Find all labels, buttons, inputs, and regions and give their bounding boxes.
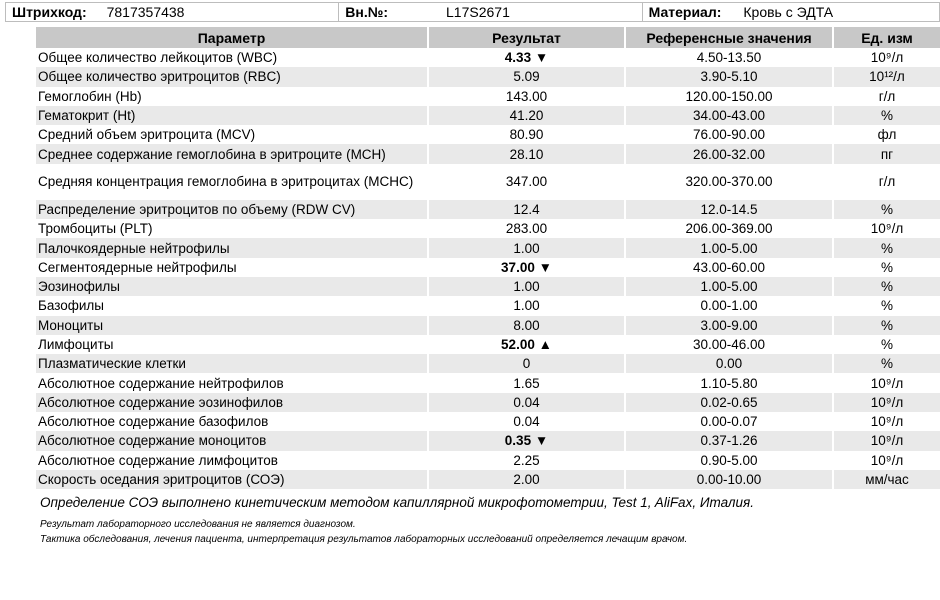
result-cell: 1.00: [428, 238, 625, 257]
reference-cell: 0.00: [625, 354, 833, 373]
unit-cell: г/л: [833, 87, 940, 106]
parameter-cell: Абсолютное содержание нейтрофилов: [38, 375, 284, 391]
parameter-cell: Скорость оседания эритроцитов (СОЭ): [36, 470, 428, 489]
parameter-cell: Распределение эритроцитов по объему (RDW CV): [36, 200, 428, 219]
result-cell: 2.00: [428, 470, 625, 489]
unit-cell: 10⁹/л: [833, 48, 940, 67]
reference-cell: 1.00-5.00: [625, 277, 833, 296]
parameter-cell: Гемоглобин (Hb): [38, 88, 142, 104]
reference-cell: 0.37-1.26: [625, 431, 833, 450]
table-row: [36, 373, 940, 392]
result-cell: 52.00 ▲: [428, 335, 625, 354]
barcode-cell: [6, 3, 339, 21]
reference-cell: 30.00-46.00: [625, 335, 833, 354]
table-row: [36, 316, 940, 335]
table-row: [36, 67, 940, 86]
inner-number-value: L17S2671: [446, 4, 510, 20]
table-row: [36, 354, 940, 373]
parameter-cell: Среднее содержание гемоглобина в эритроците (MCH): [36, 144, 428, 163]
unit-cell: мм/час: [833, 470, 940, 489]
disclaimer-physician: Тактика обследования, лечения пациента, интерпретация результатов лабораторных исследований определяется лечащим врачом.: [40, 534, 688, 545]
unit-cell: 10⁹/л: [833, 393, 940, 412]
reference-cell: 0.00-1.00: [625, 296, 833, 315]
unit-cell: %: [833, 106, 940, 125]
sample-header: [5, 2, 940, 22]
unit-cell: фл: [833, 125, 940, 144]
barcode-value: 7817357438: [106, 4, 185, 20]
unit-cell: %: [833, 354, 940, 373]
unit-cell: %: [833, 277, 940, 296]
parameter-cell: Абсолютное содержание лимфоцитов: [38, 452, 278, 468]
parameter-cell: Общее количество лейкоцитов (WBC): [38, 50, 278, 66]
unit-cell: %: [833, 258, 940, 277]
unit-cell: %: [833, 296, 940, 315]
results-body: [36, 48, 940, 489]
disclaimer-diagnosis: Результат лабораторного исследования не является диагнозом.: [40, 519, 356, 530]
reference-cell: 34.00-43.00: [625, 106, 833, 125]
table-row: [36, 219, 940, 238]
reference-cell: 0.02-0.65: [625, 393, 833, 412]
unit-cell: пг: [833, 144, 940, 163]
inner-number-cell: [339, 3, 642, 21]
table-row: [36, 277, 940, 296]
table-row: [36, 238, 940, 257]
result-cell: 143.00: [428, 87, 625, 106]
unit-cell: %: [833, 335, 940, 354]
column-header-result: Результат: [428, 27, 625, 48]
unit-cell: %: [833, 238, 940, 257]
reference-cell: 76.00-90.00: [625, 125, 833, 144]
result-cell: 283.00: [428, 219, 625, 238]
reference-cell: 4.50-13.50: [625, 48, 833, 67]
parameter-cell: Базофилы: [38, 298, 104, 314]
unit-cell: 10⁹/л: [833, 373, 940, 392]
reference-cell: 26.00-32.00: [625, 144, 833, 163]
parameter-cell: Сегментоядерные нейтрофилы: [38, 259, 237, 275]
reference-cell: 1.10-5.80: [625, 373, 833, 392]
column-header-parameter: Параметр: [36, 27, 428, 48]
unit-cell: 10⁹/л: [833, 219, 940, 238]
barcode-label: Штрихкод:: [12, 4, 87, 20]
unit-cell: г/л: [833, 164, 940, 200]
result-cell: 347.00: [428, 164, 625, 200]
table-row: [36, 412, 940, 431]
table-row: [36, 431, 940, 450]
parameter-cell: Палочкоядерные нейтрофилы: [36, 238, 428, 257]
table-row: [36, 48, 940, 67]
unit-cell: 10⁹/л: [833, 431, 940, 450]
result-cell: 12.4: [428, 200, 625, 219]
reference-cell: 320.00-370.00: [625, 164, 833, 200]
unit-cell: 10⁹/л: [833, 412, 940, 431]
parameter-cell: Плазматические клетки: [36, 354, 428, 373]
method-note: Определение СОЭ выполнено кинетическим методом капиллярной микрофотометрии, Test 1, AliFax, Италия.: [40, 495, 755, 510]
result-cell: 8.00: [428, 316, 625, 335]
parameter-cell: Гематокрит (Ht): [36, 106, 428, 125]
table-row: [36, 451, 940, 470]
parameter-cell: Средняя концентрация гемоглобина в эритроцитах (MCHC): [38, 174, 414, 190]
result-cell: 28.10: [428, 144, 625, 163]
table-row: [36, 393, 940, 412]
result-cell: 41.20: [428, 106, 625, 125]
table-row: [36, 164, 940, 200]
result-cell: 0.35 ▼: [428, 431, 625, 450]
reference-cell: 3.90-5.10: [625, 67, 833, 86]
reference-cell: 120.00-150.00: [625, 87, 833, 106]
parameter-cell: Лимфоциты: [38, 337, 114, 352]
result-cell: 5.09: [428, 67, 625, 86]
parameter-cell: Общее количество эритроцитов (RBC): [36, 67, 428, 86]
parameter-cell: Моноциты: [36, 316, 428, 335]
table-row: [36, 200, 940, 219]
parameter-cell: Эозинофилы: [36, 277, 428, 296]
result-cell: 37.00 ▼: [428, 258, 625, 277]
reference-cell: 0.90-5.00: [625, 451, 833, 470]
unit-cell: 10¹²/л: [833, 67, 940, 86]
reference-cell: 0.00-10.00: [625, 470, 833, 489]
table-row: [36, 335, 940, 354]
result-cell: 0.04: [428, 393, 625, 412]
reference-cell: 206.00-369.00: [625, 219, 833, 238]
material-label: Материал:: [648, 4, 722, 20]
result-cell: 80.90: [428, 125, 625, 144]
table-row: [36, 296, 940, 315]
result-cell: 0: [428, 354, 625, 373]
column-header-reference: Референсные значения: [625, 27, 833, 48]
parameter-cell: Тромбоциты (PLT): [38, 221, 153, 237]
reference-cell: 1.00-5.00: [625, 238, 833, 257]
parameter-cell: Абсолютное содержание базофилов: [38, 414, 269, 430]
inner-number-label: Вн.№:: [345, 4, 389, 20]
reference-cell: 43.00-60.00: [625, 258, 833, 277]
table-row: [36, 144, 940, 163]
reference-cell: 3.00-9.00: [625, 316, 833, 335]
table-row: [36, 258, 940, 277]
result-cell: 1.00: [428, 277, 625, 296]
reference-cell: 12.0-14.5: [625, 200, 833, 219]
column-header-unit: Ед. изм: [833, 27, 940, 48]
result-cell: 2.25: [428, 451, 625, 470]
parameter-cell: Средний объем эритроцита (MCV): [38, 127, 256, 143]
table-row: [36, 470, 940, 489]
results-header-row: [36, 27, 940, 48]
result-cell: 4.33 ▼: [428, 48, 625, 67]
parameter-cell: Абсолютное содержание моноцитов: [36, 431, 428, 450]
result-cell: 1.65: [428, 373, 625, 392]
table-row: [36, 125, 940, 144]
reference-cell: 0.00-0.07: [625, 412, 833, 431]
material-value: Кровь с ЭДТА: [743, 4, 834, 20]
material-cell: [643, 3, 939, 21]
unit-cell: 10⁹/л: [833, 451, 940, 470]
unit-cell: %: [833, 200, 940, 219]
results-table: [36, 27, 940, 489]
table-row: [36, 106, 940, 125]
result-cell: 1.00: [428, 296, 625, 315]
unit-cell: %: [833, 316, 940, 335]
result-cell: 0.04: [428, 412, 625, 431]
table-row: [36, 87, 940, 106]
parameter-cell: Абсолютное содержание эозинофилов: [36, 393, 428, 412]
